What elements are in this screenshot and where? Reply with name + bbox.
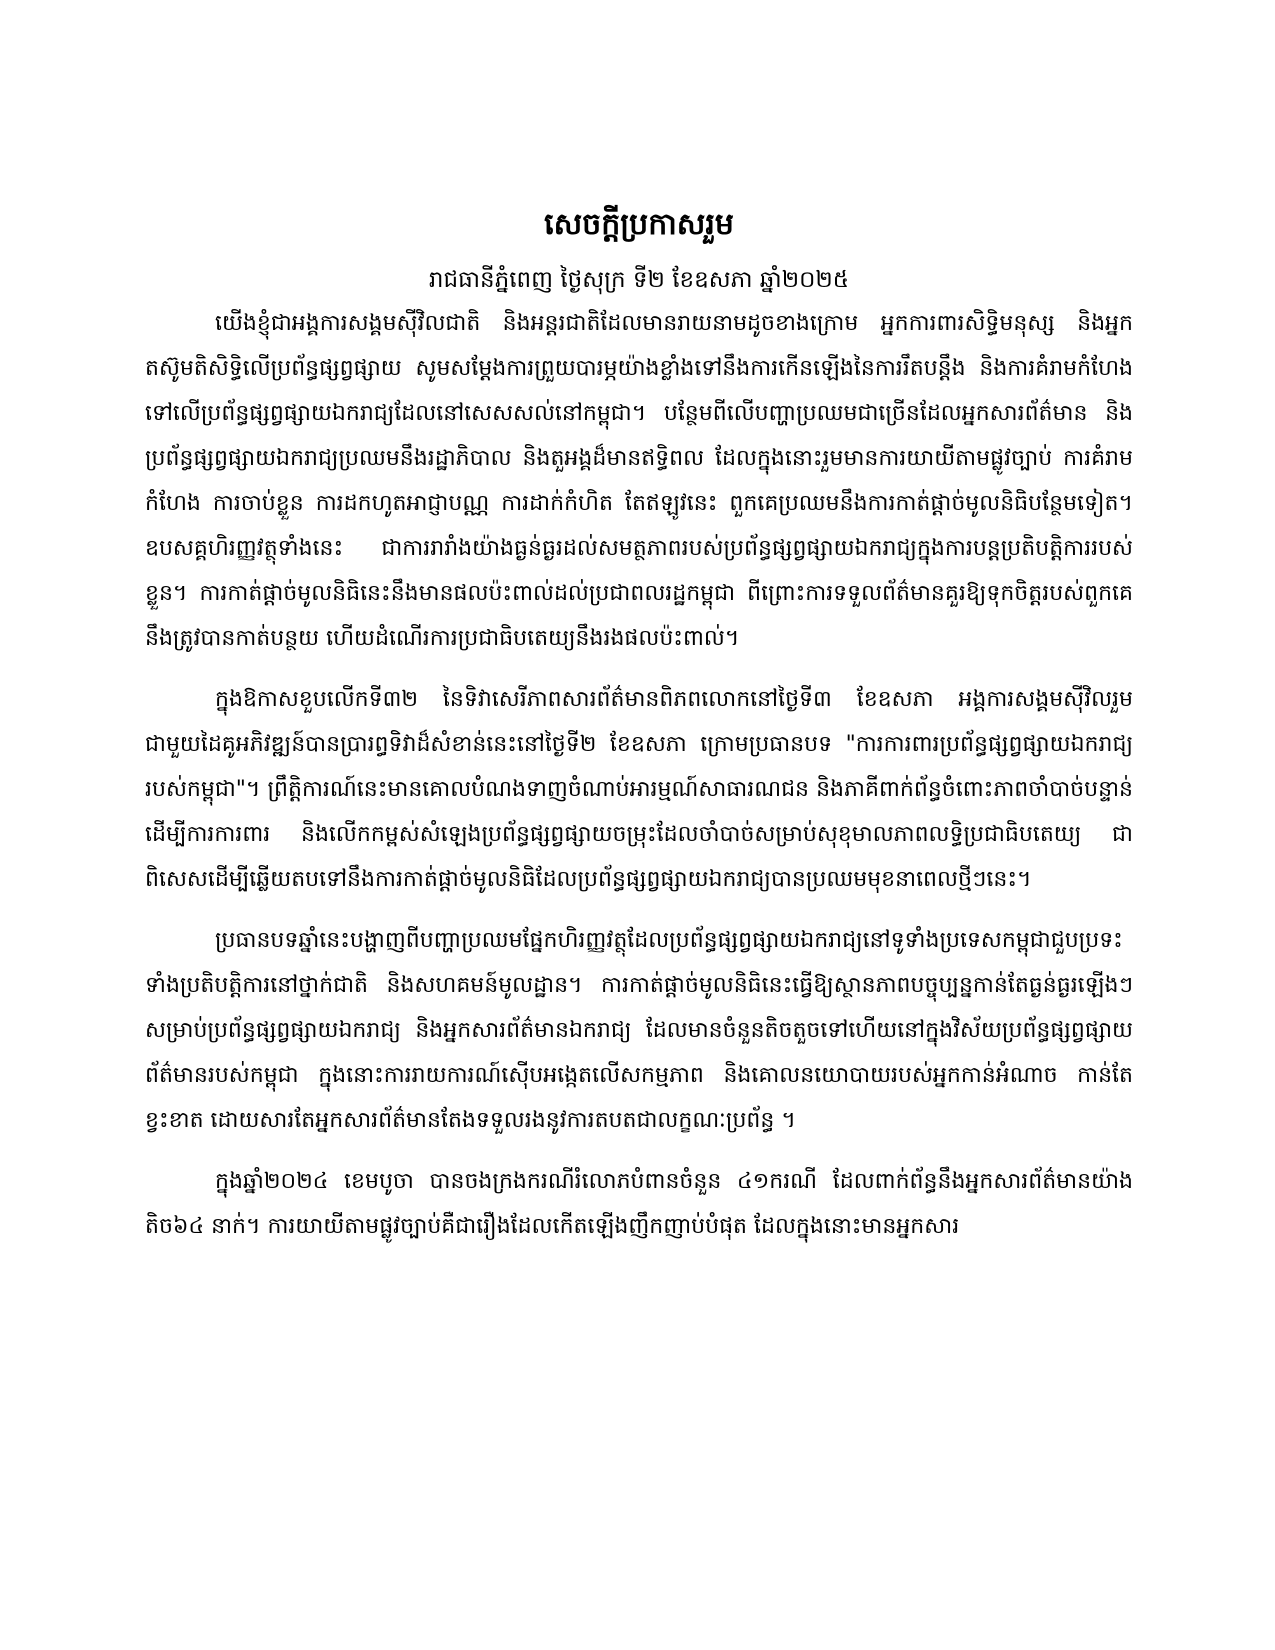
paragraph-1: យើងខ្ញុំជាអង្គការសង្គមស៊ីវិលជាតិ និងអន្តរជាតិដែលមានរាយនាមដូចខាងក្រោម អ្នកការពារសិទ្ធិមនុស្ស និងអ្នកតស៊ូមតិសិទ្ធិលើប្រព័ន្ធផ្សព្វផ្សាយ សូមសម្តែងការព្រួយបារម្ភយ៉ាងខ្លាំងទៅនឹងការកើនឡើងនៃការរឹតបន្តឹង និងការគំរាមកំហែងទៅលើប្រព័ន្ធផ្សព្វផ្សាយឯករាជ្យដែលនៅសេសសល់នៅកម្ពុជា។ បន្ថែមពីលើបញ្ហាប្រឈមជាច្រើនដែលអ្នកសារព័ត៌មាន និងប្រព័ន្ធផ្សព្វផ្សាយឯករាជ្យប្រឈមនឹងរដ្ឋាភិបាល និងតួអង្គដ៏មានឥទ្ធិពល ដែលក្នុងនោះរួមមានការយាយីតាមផ្លូវច្បាប់ ការគំរាមកំហែង ការចាប់ខ្លួន ការដកហូតអាជ្ញាបណ្ណ ការដាក់កំហិត តែឥឡូវនេះ ពួកគេប្រឈមនឹងការកាត់ផ្តាច់មូលនិធិបន្ថែមទៀត។ ឧបសគ្គហិរញ្ញវត្ថុទាំងនេះ ជាការរារាំងយ៉ាងធ្ងន់ធ្ងរដល់សមត្ថភាពរបស់ប្រព័ន្ធផ្សព្វផ្សាយឯករាជ្យក្នុងការបន្តប្រតិបត្តិការរបស់ខ្លួន។ ការកាត់ផ្តាច់មូលនិធិនេះនឹងមានផលប៉ះពាល់ដល់ប្រជាពលរដ្ឋកម្ពុជា ពីព្រោះការទទួលព័ត៌មានគួរឱ្យទុកចិត្តរបស់ពួកគេនឹងត្រូវបានកាត់បន្ថយ ហើយដំណើរការប្រជាធិបតេយ្យនឹងរងផលប៉ះពាល់។ [145, 311, 1133, 651]
document-dateline: រាជធានីភ្នំពេញ ថ្ងៃសុក្រ ទី២ ខែឧសភា ឆ្នាំ២០២៥ [428, 267, 850, 293]
paragraph-3: ប្រធានបទឆ្នាំនេះបង្ហាញពីបញ្ហាប្រឈមផ្នែកហិរញ្ញវត្ថុដែលប្រព័ន្ធផ្សព្វផ្សាយឯករាជ្យនៅទូទាំងប្រទេសកម្ពុជាជួបប្រទះទាំងប្រតិបត្តិការនៅថ្នាក់ជាតិ និងសហគមន៍មូលដ្ឋាន។ ការកាត់ផ្តាច់មូលនិធិនេះធ្វើឱ្យស្ថានភាពបច្ចុប្បន្នកាន់តែធ្ងន់ធ្ងរឡើងៗសម្រាប់ប្រព័ន្ធផ្សព្វផ្សាយឯករាជ្យ និងអ្នកសារព័ត៌មានឯករាជ្យ ដែលមានចំនួនតិចតួចទៅហើយនៅក្នុងវិស័យប្រព័ន្ធផ្សព្វផ្សាយព័ត៌មានរបស់កម្ពុជា ក្នុងនោះការរាយការណ៍ស៊ើបអង្កេតលើសកម្មភាព និងគោលនយោបាយរបស់អ្នកកាន់អំណាច កាន់តែខ្វះខាត ដោយសារតែអ្នកសារព័ត៌មានតែងទទួលរងនូវការតបតជាលក្ខណៈប្រព័ន្ធ ។ [145, 928, 1133, 1133]
paragraph-2: ក្នុងឱកាសខួបលើកទី៣២ នៃទិវាសេរីភាពសារព័ត៌មានពិភពលោកនៅថ្ងៃទី៣ ខែឧសភា អង្គការសង្គមស៊ីវិលរួមជាមួយដៃគូអភិវឌ្ឍន៍បានប្រារព្ធទិវាដ៏សំខាន់នេះនៅថ្ងៃទី២ ខែឧសភា ក្រោមប្រធានបទ "ការការពារប្រព័ន្ធផ្សព្វផ្សាយឯករាជ្យរបស់កម្ពុជា"។ ព្រឹត្តិការណ៍នេះមានគោលបំណងទាញចំណាប់អារម្មណ៍សាធារណជន និងភាគីពាក់ព័ន្ធចំពោះភាពចាំបាច់បន្ទាន់ដើម្បីការការពារ និងលើកកម្ពស់សំឡេងប្រព័ន្ធផ្សព្វផ្សាយចម្រុះដែលចាំបាច់សម្រាប់សុខុមាលភាពលទ្ធិប្រជាធិបតេយ្យ ជាពិសេសដើម្បីឆ្លើយតបទៅនឹងការកាត់ផ្តាច់មូលនិធិដែលប្រព័ន្ធផ្សព្វផ្សាយឯករាជ្យបានប្រឈមមុខនាពេលថ្មីៗនេះ។ [145, 687, 1133, 892]
paragraph-4: ក្នុងឆ្នាំ២០២៤ ខេមបូចា បានចងក្រងករណីរំលោភបំពានចំនួន ៤១ករណី ដែលពាក់ព័ន្ធនឹងអ្នកសារព័ត៌មានយ៉ាងតិច៦៤ នាក់។ ការយាយីតាមផ្លូវច្បាប់គឺជារឿងដែលកើតឡើងញឹកញាប់បំផុត ដែលក្នុងនោះមានអ្នកសារ [145, 1169, 1133, 1239]
document-title: សេចក្តីប្រកាសរួម [544, 207, 734, 242]
